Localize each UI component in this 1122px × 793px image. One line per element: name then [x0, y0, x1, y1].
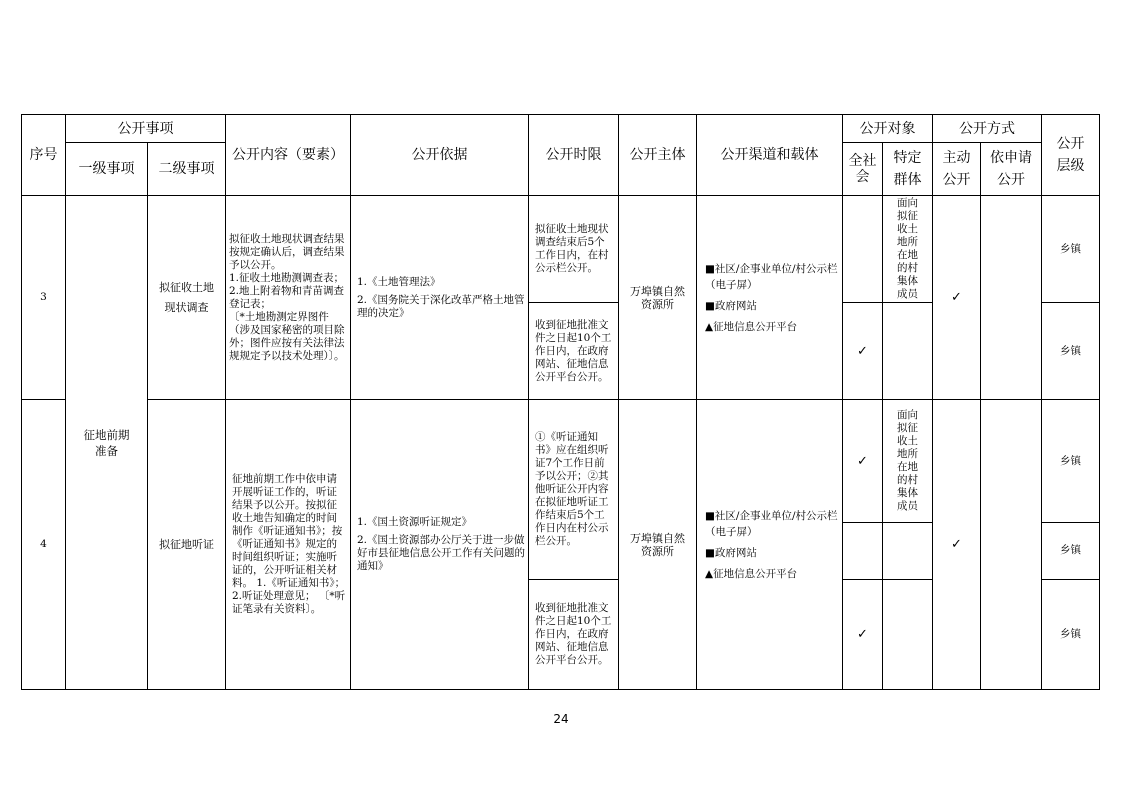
header-level1: 一级事项: [66, 143, 148, 196]
page-number: 24: [553, 712, 569, 726]
row-3-subject: 万埠镇自然资源所: [619, 196, 697, 400]
row-4-specific-empty-2: [883, 579, 933, 689]
level1-item: 征地前期准备: [66, 196, 148, 690]
header-channel: 公开渠道和载体: [697, 115, 843, 196]
row-4-target-all-check-2: ✓: [843, 579, 883, 689]
basis-item: 1.《土地管理法》: [357, 275, 441, 288]
header-target-specific: 特定群体: [883, 143, 933, 196]
row-3-seq: 3: [22, 196, 66, 400]
row-4-period-2: 收到征地批准文件之日起10个工作日内，在政府网站、征地信息公开平台公开。: [529, 579, 619, 689]
row-3-channel: [697, 196, 843, 400]
row-3-content: 拟征收土地现状调查结果按规定确认后，调查结果予以公开。 1.征收土地勘测调查表； 2.地上附着物和青苗调查登记表； 〔*土地勘测定界图件（涉及国家秘密的项目除外；图件应按有关法律法规规定予以技术处理）〕。: [226, 196, 351, 400]
header-seq: 序号: [22, 115, 66, 196]
row-4-level-1: 乡镇: [1042, 400, 1100, 522]
channel-item: ■社区/企事业单位/村公示栏（电子屏）: [705, 509, 838, 538]
channel-item: ■社区/企事业单位/村公示栏（电子屏）: [705, 262, 838, 291]
header-basis: 公开依据: [351, 115, 529, 196]
row-3-target-all-check: ✓: [843, 303, 883, 400]
row-3-basis: [351, 196, 529, 400]
row-4-target-all-empty: [843, 522, 883, 579]
header-target: 公开对象: [843, 115, 933, 143]
row-4-basis: [351, 400, 529, 690]
basis-item: 2.《国务院关于深化改革严格土地管理的决定》: [357, 293, 525, 319]
header-subject: 公开主体: [619, 115, 697, 196]
row-3-specific-group: 面向拟征收土地所在地的村集体成员: [883, 196, 933, 303]
header-level2: 二级事项: [148, 143, 226, 196]
row-3-request-empty: [981, 196, 1042, 400]
row-3-specific-empty: [883, 303, 933, 400]
channel-item: ▲征地信息公开平台: [705, 320, 798, 333]
channel-item: ■政府网站: [705, 546, 757, 559]
row-3-level-2: 乡镇: [1042, 303, 1100, 400]
basis-item: 2.《国土资源部办公厅关于进一步做好市县征地信息公开工作有关问题的通知》: [357, 534, 525, 573]
header-method-active: 主动公开: [933, 143, 981, 196]
row-3-period-1: 拟征收土地现状调查结束后5个工作日内，在村公示栏公开。: [529, 196, 619, 303]
row-4-specific-group: 面向拟征收土地所在地的村集体成员: [883, 400, 933, 522]
row-4-active-check: ✓: [933, 400, 981, 690]
row-4-specific-empty-1: [883, 522, 933, 579]
row-3-level-1: 乡镇: [1042, 196, 1100, 303]
header-content: 公开内容（要素）: [226, 115, 351, 196]
row-4-target-all-check-1: ✓: [843, 400, 883, 522]
header-period: 公开时限: [529, 115, 619, 196]
channel-item: ■政府网站: [705, 299, 757, 312]
row-3-period-2: 收到征地批准文件之日起10个工作日内，在政府网站、征地信息公开平台公开。: [529, 303, 619, 400]
disclosure-table: [21, 114, 1100, 690]
row-3-active-check: ✓: [933, 196, 981, 400]
row-4-request-empty: [981, 400, 1042, 690]
header-method: 公开方式: [933, 115, 1042, 143]
row-3-item: 拟征收土地现状调查: [148, 196, 226, 400]
row-4-period-1: ①《听证通知书》应在组织听证7个工作日前予以公开；②其他听证公开内容在拟征地听证工作结束后5个工作日内在村公示栏公开。: [529, 400, 619, 579]
row-4-subject: 万埠镇自然资源所: [619, 400, 697, 690]
basis-item: 1.《国土资源听证规定》: [357, 516, 473, 529]
header-level: 公开层级: [1042, 115, 1100, 196]
row-4-item: 拟征地听证: [148, 400, 226, 690]
header-method-request: 依申请公开: [981, 143, 1042, 196]
header-matters: 公开事项: [66, 115, 226, 143]
row-4-seq: 4: [22, 400, 66, 690]
row-4-channel: [697, 400, 843, 690]
row-4-content: 征地前期工作中依申请开展听证工作的，听证结果予以公开。按拟征收土地告知确定的时间制作《听证通知书》；按《听证通知书》规定的时间组织听证；实施听证的，公开听证相关材料。 1.《听证通知书》； 2.听证处理意见； 〔*听证笔录有关资料〕。: [226, 400, 351, 690]
row-4-level-2: 乡镇: [1042, 522, 1100, 579]
channel-item: ▲征地信息公开平台: [705, 567, 798, 580]
row-3-target-all-empty: [843, 196, 883, 303]
row-4-level-3: 乡镇: [1042, 579, 1100, 689]
header-target-all: 全社会: [843, 143, 883, 196]
